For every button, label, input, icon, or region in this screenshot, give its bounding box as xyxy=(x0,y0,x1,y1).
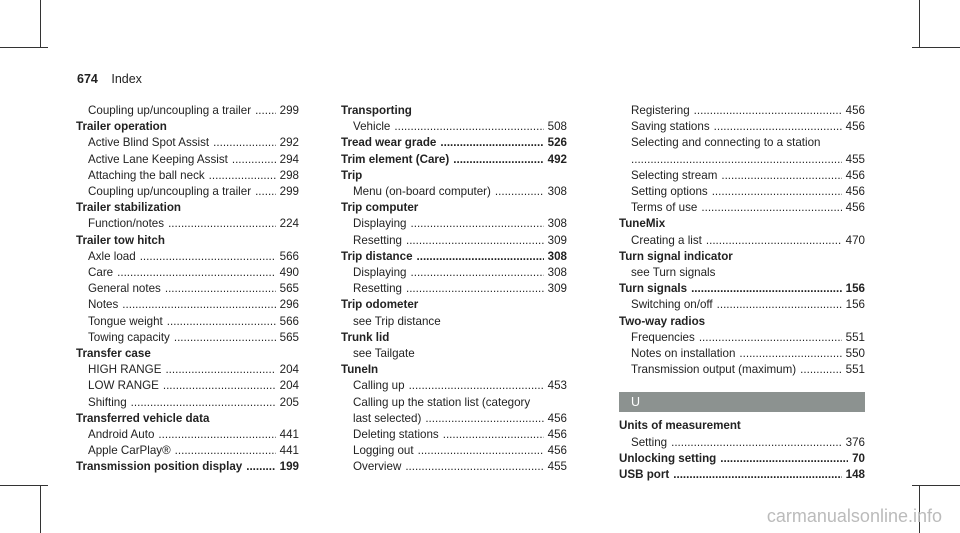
entry-page-number[interactable]: 148 xyxy=(845,468,865,482)
entry-page-number[interactable]: 205 xyxy=(279,395,299,409)
dot-leader xyxy=(168,216,276,232)
entry-page-number[interactable]: 224 xyxy=(279,217,299,231)
dot-leader xyxy=(406,281,544,297)
dot-leader xyxy=(174,330,276,346)
index-entry[interactable] xyxy=(341,216,567,232)
index-heading[interactable] xyxy=(619,281,865,297)
dot-leader xyxy=(394,119,543,135)
index-heading xyxy=(341,103,567,119)
entry-label: Transporting xyxy=(341,104,412,117)
watermark: carmanualsonline.info xyxy=(766,506,942,526)
index-column-3 xyxy=(619,103,865,483)
entry-label: Resetting xyxy=(353,233,402,247)
index-heading xyxy=(619,418,865,434)
dot-leader xyxy=(167,314,276,330)
dot-leader xyxy=(495,184,544,200)
index-entry[interactable] xyxy=(76,443,299,459)
entry-page-number[interactable]: 470 xyxy=(845,233,865,247)
entry-label: Unlocking setting xyxy=(619,451,717,465)
entry-label: Trip xyxy=(341,168,363,182)
entry-page-number[interactable]: 566 xyxy=(279,314,299,328)
index-heading xyxy=(341,362,567,378)
dot-leader xyxy=(209,168,276,184)
index-entry[interactable] xyxy=(619,119,865,135)
index-entry[interactable] xyxy=(341,281,567,297)
dot-leader xyxy=(425,411,543,427)
index-entry[interactable] xyxy=(76,427,299,443)
entry-page-number[interactable]: 308 xyxy=(547,217,567,231)
index-heading[interactable] xyxy=(341,249,567,265)
entry-page-number[interactable]: 455 xyxy=(547,460,567,474)
index-entry[interactable] xyxy=(76,297,299,313)
entry-page-number[interactable]: 294 xyxy=(279,152,299,166)
entry-page-number[interactable]: 456 xyxy=(845,168,865,182)
index-heading xyxy=(619,249,865,265)
entry-label: TuneMix xyxy=(619,217,666,231)
dot-leader xyxy=(739,346,841,362)
dot-leader xyxy=(443,427,544,443)
entry-label: General notes xyxy=(88,282,161,296)
index-heading xyxy=(341,330,567,346)
entry-label: Vehicle xyxy=(353,120,391,134)
entry-label: Shifting xyxy=(88,395,127,409)
dot-leader xyxy=(721,168,841,184)
index-entry[interactable] xyxy=(76,152,299,168)
index-entry[interactable] xyxy=(76,362,299,378)
entry-label: Units of measurement xyxy=(619,419,741,433)
index-entry[interactable] xyxy=(619,103,865,119)
index-entry[interactable] xyxy=(619,168,865,184)
dot-leader xyxy=(405,459,543,475)
entry-label: last selected) xyxy=(353,411,422,425)
entry-label: Selecting and connecting to a station xyxy=(631,136,821,150)
entry-label: USB port xyxy=(619,468,670,482)
dot-leader xyxy=(691,281,842,297)
index-entry[interactable] xyxy=(619,233,865,249)
index-entry[interactable] xyxy=(76,249,299,265)
entry-label: Saving stations xyxy=(631,120,710,134)
index-entry[interactable] xyxy=(619,330,865,346)
entry-label: Coupling up/uncoupling a trailer xyxy=(88,185,252,199)
index-heading xyxy=(341,297,567,313)
entry-page-number[interactable]: 70 xyxy=(852,451,865,465)
index-heading xyxy=(76,119,299,135)
entry-page-number[interactable]: 456 xyxy=(845,104,865,117)
entry-label: LOW RANGE xyxy=(88,379,159,393)
entry-label: Menu (on-board computer) xyxy=(353,185,491,199)
entry-label: Frequencies xyxy=(631,330,695,344)
index-heading[interactable] xyxy=(341,152,567,168)
index-entry[interactable] xyxy=(619,435,865,451)
entry-page-number[interactable]: 296 xyxy=(279,298,299,312)
entry-page-number[interactable]: 309 xyxy=(547,282,567,296)
dot-leader xyxy=(453,152,543,168)
entry-label: Trailer tow hitch xyxy=(76,233,165,247)
entry-label: Active Lane Keeping Assist xyxy=(88,152,228,166)
entry-label: Trailer operation xyxy=(76,120,167,134)
entry-page-number[interactable]: 309 xyxy=(547,233,567,247)
entry-label: Terms of use xyxy=(631,201,698,215)
entry-label: Displaying xyxy=(353,217,407,231)
index-entry xyxy=(619,265,865,281)
crop-mark xyxy=(912,47,960,48)
entry-label: see Trip distance xyxy=(353,314,441,328)
dot-leader xyxy=(158,427,275,443)
entry-page-number[interactable]: 376 xyxy=(845,435,865,449)
dot-leader xyxy=(720,451,848,467)
entry-page-number[interactable]: 526 xyxy=(547,136,567,150)
entry-page-number[interactable]: 156 xyxy=(845,298,865,312)
index-entry[interactable] xyxy=(341,378,567,394)
entry-label: Calling up the station list (category xyxy=(353,395,531,409)
entry-label: see Tailgate xyxy=(353,347,415,361)
entry-page-number[interactable]: 456 xyxy=(547,444,567,458)
entry-label: Calling up xyxy=(353,379,405,393)
entry-page-number[interactable]: 292 xyxy=(279,136,299,150)
index-entry xyxy=(619,135,865,151)
index-entry[interactable] xyxy=(619,200,865,216)
entry-label: Two-way radios xyxy=(619,314,706,328)
entry-label: TuneIn xyxy=(341,363,379,377)
index-entry[interactable] xyxy=(341,184,567,200)
dot-leader xyxy=(232,152,276,168)
entry-page-number[interactable]: 308 xyxy=(547,185,567,199)
entry-label: Resetting xyxy=(353,282,402,296)
dot-leader xyxy=(673,467,841,483)
entry-label: Transmission output (maximum) xyxy=(631,363,797,377)
entry-label: Switching on/off xyxy=(631,298,713,312)
index-heading xyxy=(619,314,865,330)
entry-label: Transmission position display xyxy=(76,460,243,474)
entry-label: Turn signals xyxy=(619,282,688,296)
entry-label: Overview xyxy=(353,460,402,474)
index-heading xyxy=(76,346,299,362)
entry-page-number[interactable]: 456 xyxy=(845,120,865,134)
index-entry[interactable] xyxy=(341,119,567,135)
entry-page-number[interactable]: 508 xyxy=(547,120,567,134)
dot-leader xyxy=(163,378,276,394)
dot-leader xyxy=(406,233,544,249)
entry-label: Transfer case xyxy=(76,347,151,361)
dot-leader xyxy=(671,435,842,451)
dot-leader xyxy=(175,443,276,459)
crop-mark xyxy=(919,0,920,48)
crop-mark xyxy=(40,0,41,48)
index-heading xyxy=(76,233,299,249)
index-heading xyxy=(341,168,567,184)
entry-label: Trunk lid xyxy=(341,330,390,344)
dot-leader xyxy=(714,119,842,135)
crop-mark xyxy=(0,485,48,486)
entry-label: Trip odometer xyxy=(341,298,419,312)
index-entry[interactable] xyxy=(619,184,865,200)
entry-label: Selecting stream xyxy=(631,168,718,182)
page-number: 674 xyxy=(77,72,98,86)
index-entry[interactable] xyxy=(76,103,299,119)
dot-leader xyxy=(706,233,842,249)
section-title: Index xyxy=(111,72,142,86)
entry-page-number[interactable]: 299 xyxy=(279,104,299,117)
index-entry[interactable] xyxy=(76,168,299,184)
index-column-2 xyxy=(341,103,567,476)
index-heading[interactable] xyxy=(619,467,865,483)
index-entry[interactable] xyxy=(76,314,299,330)
index-entry[interactable] xyxy=(619,297,865,313)
index-entry[interactable] xyxy=(76,330,299,346)
entry-page-number[interactable]: 308 xyxy=(547,249,567,263)
dot-leader xyxy=(411,265,544,281)
entry-label: Logging out xyxy=(353,444,414,458)
index-entry[interactable] xyxy=(341,459,567,475)
entry-label: Setting options xyxy=(631,185,708,199)
entry-page-number[interactable]: 298 xyxy=(279,168,299,182)
dot-leader xyxy=(717,297,842,313)
index-entry[interactable] xyxy=(341,233,567,249)
entry-label: Setting xyxy=(631,435,668,449)
dot-leader xyxy=(631,152,842,168)
index-entry[interactable] xyxy=(76,281,299,297)
dot-leader xyxy=(255,184,276,200)
index-heading xyxy=(341,200,567,216)
entry-page-number[interactable]: 156 xyxy=(845,282,865,296)
entry-page-number[interactable]: 566 xyxy=(279,249,299,263)
index-heading[interactable] xyxy=(619,451,865,467)
index-entry[interactable] xyxy=(341,443,567,459)
dot-leader xyxy=(417,249,544,265)
entry-page-number[interactable]: 199 xyxy=(279,460,299,474)
entry-page-number[interactable]: 565 xyxy=(279,330,299,344)
dot-leader xyxy=(694,103,842,119)
entry-label: Tread wear grade xyxy=(341,136,437,150)
dot-leader xyxy=(409,378,544,394)
entry-page-number[interactable]: 204 xyxy=(279,379,299,393)
entry-page-number[interactable]: 551 xyxy=(845,363,865,377)
entry-page-number[interactable]: 204 xyxy=(279,363,299,377)
dot-leader xyxy=(165,281,276,297)
index-entry[interactable] xyxy=(619,346,865,362)
crop-mark xyxy=(40,485,41,533)
dot-leader xyxy=(411,216,544,232)
index-entry[interactable] xyxy=(76,135,299,151)
index-entry xyxy=(341,314,567,330)
dot-leader xyxy=(213,135,276,151)
entry-label: Trip computer xyxy=(341,201,419,215)
index-heading xyxy=(619,216,865,232)
entry-label: Care xyxy=(88,266,114,280)
index-heading[interactable] xyxy=(76,459,299,475)
entry-label: Deleting stations xyxy=(353,428,439,442)
crop-mark xyxy=(912,485,960,486)
entry-label: Function/notes xyxy=(88,217,165,231)
entry-page-number[interactable]: 456 xyxy=(845,185,865,199)
entry-page-number[interactable]: 456 xyxy=(845,201,865,215)
crop-mark xyxy=(0,47,48,48)
dot-leader xyxy=(122,297,275,313)
dot-leader xyxy=(140,249,276,265)
entry-label: Tongue weight xyxy=(88,314,163,328)
entry-label: Trip distance xyxy=(341,249,413,263)
dot-leader xyxy=(246,459,275,475)
entry-page-number[interactable]: 490 xyxy=(279,266,299,280)
entry-label: Apple CarPlay® xyxy=(88,444,171,458)
entry-page-number[interactable]: 441 xyxy=(279,428,299,442)
entry-label: Turn signal indicator xyxy=(619,249,733,263)
index-entry[interactable] xyxy=(76,265,299,281)
entry-page-number[interactable]: 550 xyxy=(845,347,865,361)
index-entry[interactable] xyxy=(76,216,299,232)
index-entry[interactable] xyxy=(76,378,299,394)
entry-page-number[interactable]: 453 xyxy=(547,379,567,393)
dot-leader xyxy=(712,184,842,200)
letter-heading: U xyxy=(619,392,865,412)
index-entry xyxy=(341,346,567,362)
entry-label: Axle load xyxy=(88,249,136,263)
dot-leader xyxy=(255,103,276,119)
entry-page-number[interactable]: 455 xyxy=(845,152,865,166)
index-heading xyxy=(76,200,299,216)
index-entry[interactable] xyxy=(619,362,865,378)
dot-leader xyxy=(418,443,544,459)
index-entry[interactable] xyxy=(341,265,567,281)
entry-label: Transferred vehicle data xyxy=(76,411,210,425)
dot-leader xyxy=(131,395,276,411)
page-header xyxy=(77,72,142,86)
entry-label: Attaching the ball neck xyxy=(88,168,205,182)
entry-page-number[interactable]: 551 xyxy=(845,330,865,344)
index-entry[interactable] xyxy=(341,411,567,427)
dot-leader xyxy=(165,362,275,378)
index-entry[interactable] xyxy=(341,427,567,443)
entry-label: Trailer stabilization xyxy=(76,201,182,215)
dot-leader xyxy=(117,265,276,281)
index-column-1 xyxy=(76,103,299,476)
dot-leader xyxy=(701,200,841,216)
entry-page-number[interactable]: 492 xyxy=(547,152,567,166)
index-entry xyxy=(341,395,567,411)
entry-label: Towing capacity xyxy=(88,330,170,344)
entry-label: Notes on installation xyxy=(631,347,736,361)
entry-label: HIGH RANGE xyxy=(88,363,162,377)
entry-label: Creating a list xyxy=(631,233,702,247)
entry-page-number[interactable]: 308 xyxy=(547,266,567,280)
dot-leader xyxy=(800,362,842,378)
entry-label: Coupling up/uncoupling a trailer xyxy=(88,104,252,117)
entry-label: Registering xyxy=(631,104,690,117)
entry-label: Active Blind Spot Assist xyxy=(88,136,210,150)
dot-leader xyxy=(699,330,842,346)
entry-page-number[interactable]: 456 xyxy=(547,411,567,425)
dot-leader xyxy=(440,135,543,151)
entry-page-number[interactable]: 565 xyxy=(279,282,299,296)
index-heading[interactable] xyxy=(341,135,567,151)
entry-label: Trim element (Care) xyxy=(341,152,450,166)
entry-label: Displaying xyxy=(353,266,407,280)
entry-page-number[interactable]: 299 xyxy=(279,185,299,199)
index-entry[interactable] xyxy=(619,152,865,168)
index-heading xyxy=(76,411,299,427)
index-entry[interactable] xyxy=(76,184,299,200)
entry-label: Android Auto xyxy=(88,428,155,442)
entry-label: Notes xyxy=(88,298,119,312)
entry-page-number[interactable]: 441 xyxy=(279,444,299,458)
entry-label: see Turn signals xyxy=(631,266,716,280)
index-entry[interactable] xyxy=(76,395,299,411)
entry-page-number[interactable]: 456 xyxy=(547,428,567,442)
